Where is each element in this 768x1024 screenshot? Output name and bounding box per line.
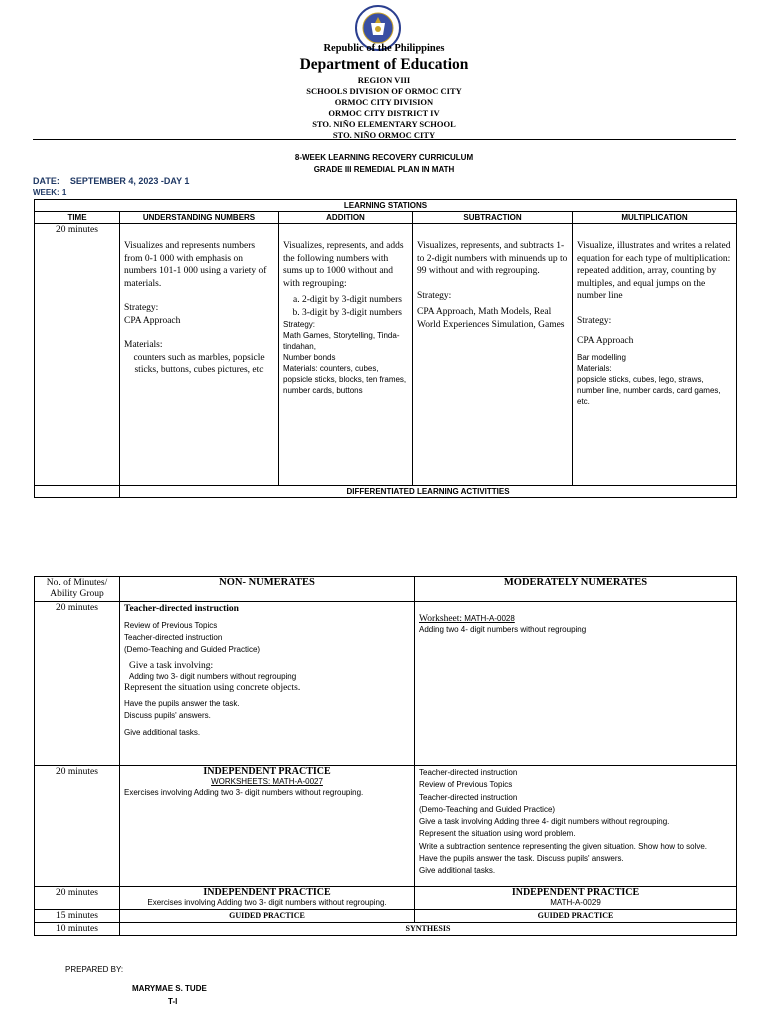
understanding-desc: Visualizes and represents numbers from 0-1 000 with emphasis on numbers 101-1 000 using a variety of materials. (124, 241, 267, 289)
stations-title: LEARNING STATIONS (35, 200, 737, 212)
learning-stations-table (34, 199, 737, 498)
row3-minutes: 20 minutes (35, 887, 120, 910)
row3-mod-code: MATH-A-0029 (550, 898, 601, 907)
row5-minutes: 10 minutes (35, 923, 120, 936)
multiplication-materials: Bar modelling Materials: popsicle sticks, cubes, lego, straws, number line, number cards, card games, etc. (577, 352, 721, 406)
header-multiplication: MULTIPLICATION (573, 212, 737, 224)
understanding-materials-label: Materials: (124, 340, 163, 350)
differentiated-heading: DIFFERENTIATED LEARNING ACTIVITTIES (120, 486, 737, 498)
time-value: 20 minutes (56, 225, 98, 235)
understanding-materials: counters such as marbles, popsicle sticks, buttons, cubes pictures, etc (133, 352, 265, 375)
subtraction-strategy-label: Strategy: (417, 290, 452, 301)
worksheet-label: Worksheet: (419, 614, 463, 624)
row2-non-text: Exercises involving Adding two 3- digit numbers without regrouping. (124, 788, 364, 797)
addition-strategy: Strategy: Math Games, Storytelling, Tinda-tindahan, Number bonds (283, 320, 400, 362)
multiplication-strategy-label: Strategy: (577, 315, 612, 326)
preparer-name: MARYMAE S. TUDE (132, 984, 207, 993)
address-line: STO. NIÑO ORMOC CITY (332, 130, 436, 140)
addition-cell (279, 224, 413, 486)
row3-non-numerates (120, 887, 415, 910)
header-divider (33, 139, 736, 140)
multiplication-cell (573, 224, 737, 486)
date-label: DATE: (33, 176, 60, 186)
understanding-cell (120, 224, 279, 486)
row1-non-task-detail: Adding two 3- digit numbers without regrouping (129, 672, 297, 681)
understanding-strategy-label: Strategy: (124, 303, 159, 313)
row1-non-title: Teacher-directed instruction (124, 604, 239, 614)
row1-non-represent: Represent the situation using concrete objects. (124, 683, 301, 693)
row2-non-worksheets: WORKSHEETS: MATH-A-0027 (211, 777, 323, 786)
row2-non-numerates (120, 766, 415, 887)
worksheet-code: MATH-A-0028 (462, 614, 515, 623)
understanding-strategy: CPA Approach (124, 315, 181, 326)
addition-materials: Materials: counters, cubes, popsicle sticks, blocks, ten frames, number cards, buttons (283, 364, 407, 395)
ability-groups-table (34, 576, 737, 936)
header-lines (0, 75, 768, 141)
list-item: b. 3-digit by 3-digit numbers (302, 307, 408, 320)
addition-list (283, 294, 408, 319)
row3-mod-title: INDEPENDENT PRACTICE (511, 887, 640, 898)
week-label: WEEK: 1 (33, 188, 67, 197)
minutes-header: No. of Minutes/ Ability Group (35, 577, 120, 602)
non-numerates-header: NON- NUMERATES (120, 577, 415, 602)
list-item: a. 2-digit by 3-digit numbers (302, 294, 408, 307)
prepared-by-label: PREPARED BY: (65, 965, 124, 974)
header-understanding-numbers: UNDERSTANDING NUMBERS (120, 212, 279, 224)
synthesis-heading: SYNTHESIS (120, 923, 737, 936)
division-line: SCHOOLS DIVISION OF ORMOC CITY (306, 86, 462, 96)
multiplication-desc: Visualize, illustrates and writes a related equation for each type of multiplication: repeated addition, array, counting by multiples, and equal jumps on the number line (577, 241, 731, 301)
row4-non-title: GUIDED PRACTICE (120, 910, 415, 923)
republic-title: Republic of the Philippines (323, 43, 445, 54)
curriculum-title: 8-WEEK LEARNING RECOVERY CURRICULUM (294, 153, 474, 162)
city-division-line: ORMOC CITY DIVISION (334, 97, 434, 107)
row2-non-title: INDEPENDENT PRACTICE (203, 766, 331, 777)
row1-non-additional: Give additional tasks. (124, 728, 201, 737)
preparer-position: T-I (168, 997, 178, 1006)
row1-non-numerates (120, 602, 415, 766)
header-subtraction: SUBTRACTION (413, 212, 573, 224)
row3-non-text: Exercises involving Adding two 3- digit numbers without regrouping. (147, 898, 387, 907)
row2-minutes: 20 minutes (35, 766, 120, 887)
subtraction-strategy: CPA Approach, Math Models, Real World Experiences Simulation, Games (417, 307, 565, 330)
row4-minutes: 15 minutes (35, 910, 120, 923)
row2-moderately: Teacher-directed instruction Review of Previous Topics Teacher-directed instruction (Demo-Teaching and Guided Practice) Give a task involving Adding three 4- digit numbers without regrouping. Represent the situation using word problem. Write a subtraction sentence representing the given situation. Show how to solve. Have the pupils answer the task. Discuss pupils' answers. Give additional tasks. (415, 766, 737, 887)
region-line: REGION VIII (357, 75, 411, 85)
district-line: ORMOC CITY DISTRICT IV (328, 108, 440, 118)
blank-cell (35, 486, 120, 498)
date-value: SEPTEMBER 4, 2023 -DAY 1 (69, 176, 190, 186)
row1-mod-text: Adding two 4- digit numbers without regrouping (419, 625, 587, 634)
row1-minutes: 20 minutes (35, 602, 120, 766)
row4-mod-title: GUIDED PRACTICE (415, 910, 737, 923)
row1-non-answer: Have the pupils answer the task. Discuss pupils' answers. (124, 699, 240, 720)
date-row (33, 176, 189, 186)
plan-title: GRADE III REMEDIAL PLAN IN MATH (313, 165, 455, 174)
row1-moderately (415, 602, 737, 766)
header-addition: ADDITION (279, 212, 413, 224)
subtraction-desc: Visualizes, represents, and subtracts 1- to 2-digit numbers with minuends up to 99 without and with regrouping. (417, 241, 568, 276)
department-title: Department of Education (299, 56, 469, 73)
row3-moderately (415, 887, 737, 910)
header-time: TIME (35, 212, 120, 224)
multiplication-strategy: CPA Approach (577, 336, 634, 346)
school-line: STO. NIÑO ELEMENTARY SCHOOL (312, 119, 456, 129)
time-cell (35, 224, 120, 486)
moderately-numerates-header: MODERATELY NUMERATES (415, 577, 737, 602)
subtraction-cell (413, 224, 573, 486)
row3-non-title: INDEPENDENT PRACTICE (203, 887, 331, 898)
addition-desc: Visualizes, represents, and adds the following numbers with sums up to 1000 without and with regrouping: (283, 241, 404, 289)
row1-non-review: Review of Previous Topics Teacher-directed instruction (Demo-Teaching and Guided Practice) (124, 621, 261, 654)
row1-non-task: Give a task involving: (129, 661, 214, 671)
